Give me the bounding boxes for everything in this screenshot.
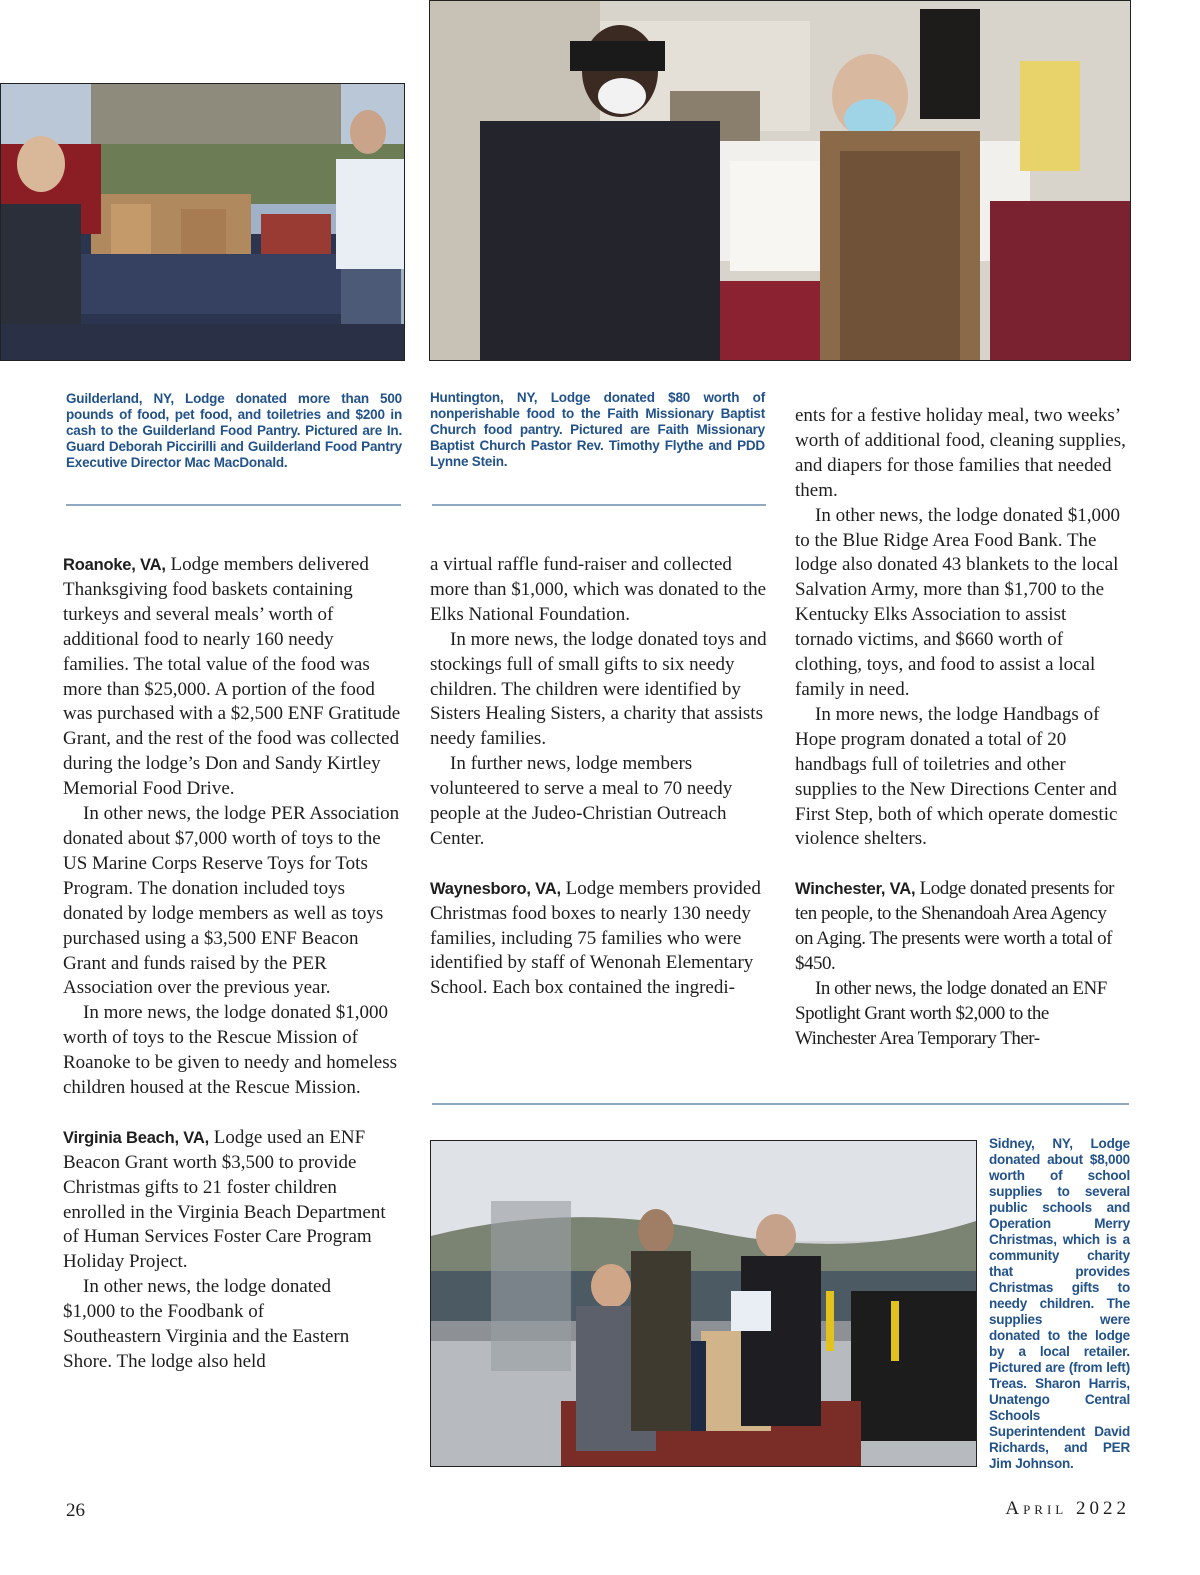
- article-column-1: [63, 553, 403, 1375]
- dateline: Waynesboro, VA,: [430, 879, 561, 898]
- page-number: 26: [66, 1500, 85, 1521]
- guilderland-photo: [0, 83, 405, 361]
- paragraph: In more news, the lodge Handbags of Hope program donated a total of 20 handbags full of toiletries and other supplies to the New Directions Center and First Step, both of which operate domestic violence shelters.: [795, 703, 1118, 850]
- sidney-photo: [430, 1140, 977, 1467]
- dateline: Virginia Beach, VA,: [63, 1128, 209, 1147]
- paragraph: In other news, the lodge donated $1,000 to the Blue Ridge Area Food Bank. The lodge also donated 43 blankets to the local Salvation Army, more than $1,700 to the Kentucky Elks Association to assist tornado victims, and $660 worth of clothing, toys, and food to assist a local family in need.: [795, 504, 1120, 700]
- paragraph: In more news, the lodge donated toys and stockings full of small gifts to six needy children. The children were identified by Sisters Healing Sisters, a charity that assists needy families.: [430, 628, 767, 750]
- caption-text: Lodge donated more than 500 pounds of food, pet food, and toiletries and $200 in cash to the Guilderland Food Pantry. Pictured are In. Guard Deborah Piccirilli and Guilderland Food Pantry Executive Director Mac MacDonald.: [66, 391, 402, 470]
- paragraph: [795, 877, 1128, 977]
- sidney-caption: [989, 1136, 1130, 1472]
- divider-rule: [66, 504, 401, 506]
- paragraph-text: Lodge used an ENF Beacon Grant worth $3,500 to provide Christmas gifts to 21 foster children enrolled in the Virginia Beach Department of Human Services Foster Care Program Holiday Project.: [63, 1126, 386, 1273]
- caption-dateline: Guilderland, NY,: [66, 391, 174, 406]
- dateline: Roanoke, VA,: [63, 556, 166, 574]
- guilderland-caption: [66, 391, 402, 471]
- huntington-photo: [429, 0, 1131, 361]
- paragraph-text: Lodge donated presents for ten people, to the Shenandoah Area Agency on Aging. The presents were worth a total of $450.: [795, 878, 1114, 974]
- huntington-caption: [430, 390, 765, 470]
- paragraph: a virtual raffle fund-raiser and collected more than $1,000, which was donated to the Elks National Foundation.: [430, 554, 767, 625]
- caption-text: Lodge donated about $8,000 worth of school supplies to several public schools and Operation Merry Christmas, which is a community charity that provides Christmas gifts to needy children. The supplies were donated to the lodge by a local retailer. Pictured are (from left) Treas. Sharon Harris, Unatengo Central Schools Superintendent David Richards, and PER Jim Johnson.: [989, 1136, 1130, 1471]
- article-column-3: [795, 404, 1128, 1052]
- divider-rule: [432, 1103, 1129, 1105]
- paragraph: [63, 1126, 403, 1275]
- paragraph: In more news, the lodge donated $1,000 worth of toys to the Rescue Mission of Roanoke to be given to needy and homeless children housed at the Rescue Mission.: [63, 1002, 398, 1099]
- divider-rule: [432, 504, 766, 506]
- paragraph: In other news, the lodge donated an ENF Spotlight Grant worth $2,000 to the Winchester Area Temporary Ther-: [795, 977, 1107, 1049]
- paragraph-text: Lodge members delivered Thanksgiving food baskets containing turkeys and several meals’ worth of additional food to nearly 160 needy families. The total value of the food was more than $25,000. A portion of the food was purchased with a $2,500 ENF Gratitude Grant, and the rest of the food was collected during the lodge’s Don and Sandy Kirtley Memorial Food Drive.: [63, 554, 401, 800]
- paragraph: [430, 877, 768, 1002]
- issue-date: April 2022: [1005, 1498, 1130, 1519]
- paragraph: In other news, the lodge PER Association donated about $7,000 worth of toys to the US Marine Corps Reserve Toys for Tots Program. The donation included toys donated by lodge members as well as toys purchased using a $3,500 ENF Beacon Grant and funds raised by the PER Association over the previous year.: [63, 803, 400, 999]
- paragraph: ents for a festive holiday meal, two weeks’ worth of additional food, cleaning supplies, and diapers for those families that needed them.: [795, 405, 1126, 501]
- caption-dateline: Huntington, NY,: [430, 390, 538, 405]
- caption-text: Lodge donated $80 worth of nonperishable food to the Faith Missionary Baptist Church food pantry. Pictured are Faith Missionary Baptist Church Pastor Rev. Timothy Flythe and PDD Lynne Stein.: [430, 390, 765, 469]
- article-column-2: [430, 553, 768, 1001]
- paragraph: In further news, lodge members volunteered to serve a meal to 70 needy people at the Judeo-Christian Outreach Center.: [430, 753, 733, 849]
- paragraph: In other news, the lodge donated $1,000 to the Foodbank of Southeastern Virginia and the Eastern Shore. The lodge also held: [63, 1276, 350, 1372]
- dateline: Winchester, VA,: [795, 880, 916, 899]
- paragraph: [63, 553, 403, 802]
- caption-dateline: Sidney, NY,: [989, 1136, 1073, 1151]
- paragraph-text: Lodge members provided Christmas food boxes to nearly 130 needy families, including 75 families who were identified by staff of Wenonah Elementary School. Each box contained the ingredi-: [430, 877, 761, 999]
